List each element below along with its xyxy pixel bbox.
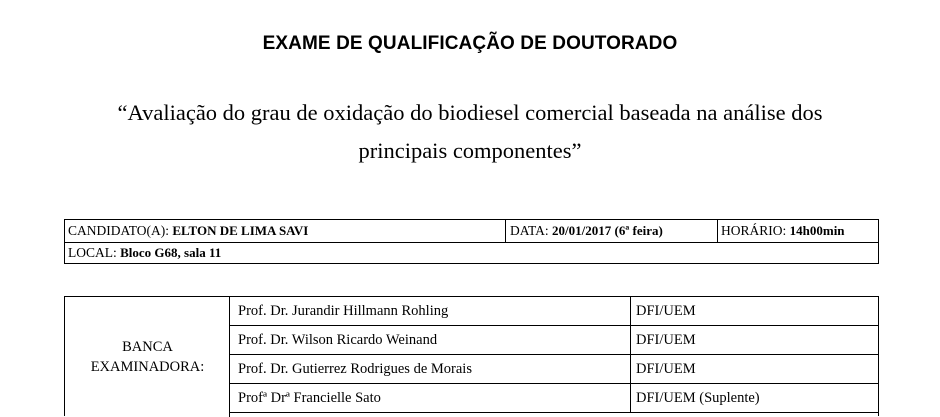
board-label-line-1: BANCA (122, 339, 173, 355)
board-member-row (230, 384, 878, 413)
board-label (65, 337, 230, 377)
candidate-value: ELTON DE LIMA SAVI (172, 223, 309, 238)
thesis-title (60, 94, 880, 170)
board-member-institution: DFI/UEM (630, 326, 878, 354)
exam-info-table (64, 219, 879, 264)
time-cell (717, 220, 878, 242)
board-member-row (230, 326, 878, 355)
board-member-name: Prof. Dr. Wilson Ricardo Weinand (238, 332, 438, 348)
board-member-name: Profª Drª Francielle Sato (238, 390, 381, 406)
board-member-name: Prof. Dr. Gutierrez Rodrigues de Morais (238, 361, 472, 377)
thesis-title-line-2: principais componentes” (358, 138, 582, 163)
board-member-institution: DFI/UEM (630, 355, 878, 383)
location-value: Bloco G68, sala 11 (120, 245, 222, 260)
time-value: 14h00min (789, 223, 845, 238)
document-heading: EXAME DE QUALIFICAÇÃO DE DOUTORADO (262, 33, 678, 54)
board-member-name: Prof. Dr. Jurandir Hillmann Rohling (238, 303, 449, 319)
board-member-institution: DFI/UEM (630, 297, 878, 325)
board-member-institution: DFI/UEM (Suplente) (630, 384, 878, 412)
candidate-cell (65, 220, 505, 242)
date-label: DATA: (510, 223, 549, 238)
time-label: HORÁRIO: (721, 223, 787, 238)
thesis-title-line-1: “Avaliação do grau de oxidação do biodiesel comercial baseada na análise dos (117, 100, 823, 125)
date-value: 20/01/2017 (6ª feira) (552, 223, 663, 238)
location-label: LOCAL: (68, 245, 117, 260)
board-label-line-2: EXAMINADORA: (90, 359, 205, 375)
board-member-row (230, 355, 878, 384)
examination-board-table (64, 296, 879, 416)
exam-info-row (65, 220, 878, 243)
candidate-label: CANDIDATO(A): (68, 223, 169, 238)
date-cell (505, 220, 717, 242)
board-label-cell (65, 297, 230, 417)
location-cell (65, 242, 221, 264)
board-member-row (230, 297, 878, 326)
